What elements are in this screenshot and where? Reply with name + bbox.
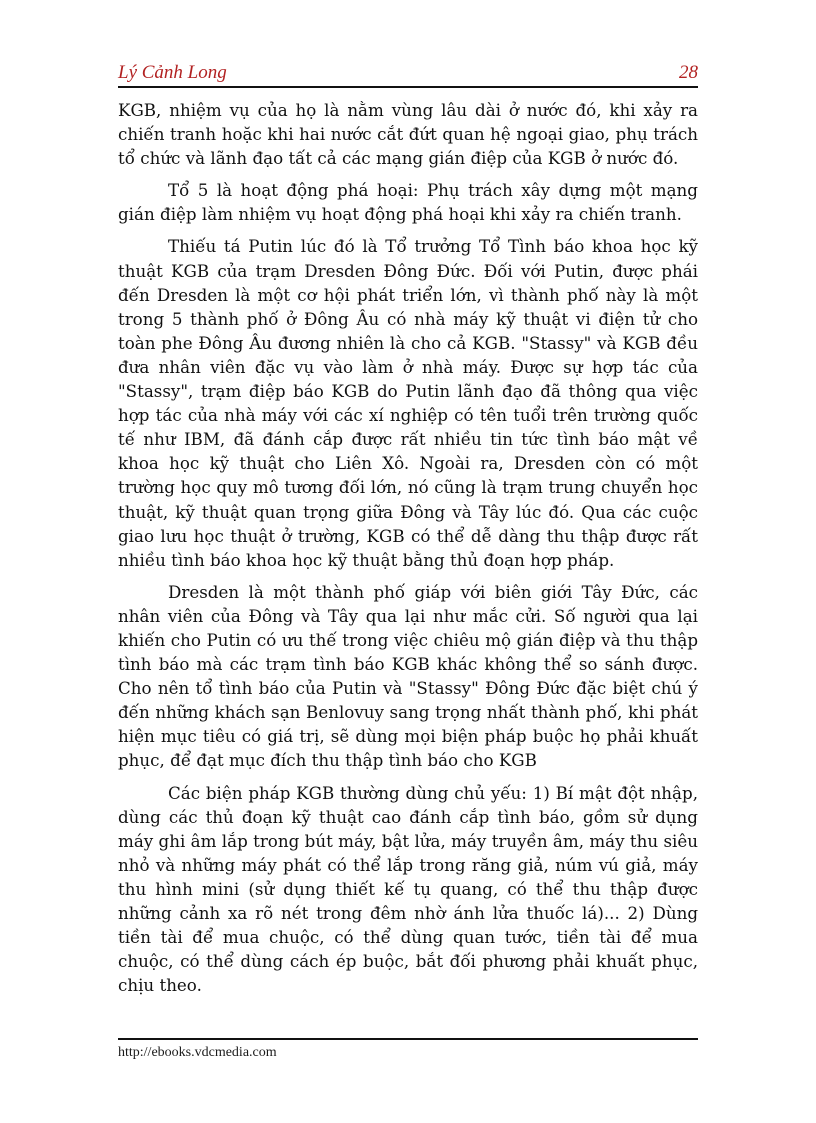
- paragraph: Tổ 5 là hoạt động phá hoại: Phụ trách xây dựng một mạng gián điệp làm nhiệm vụ hoạt động phá hoại khi xảy ra chiến tranh.: [118, 180, 698, 225]
- paragraph: Thiếu tá Putin lúc đó là Tổ trưởng Tổ Tình báo khoa học kỹ thuật KGB của trạm Dresden Đông Đức. Đối với Putin, được phái đến Dresden là một cơ hội phát triển lớn, vì thành phố này là một trong 5 thành phố ở Đông Âu có nhà máy kỹ thuật vi điện tử cho toàn phe Đông Âu đương nhiên là cho cả KGB. "Stassy" và KGB đều đưa nhân viên đặc vụ vào làm ở nhà máy. Được sự hợp tác của "Stassy", trạm điệp báo KGB do Putin lãnh đạo đã thông qua việc hợp tác của nhà máy với các xí nghiệp có tên tuổi trên trường quốc tế như IBM, đã đánh cắp được rất nhiều tin tức tình báo mật về khoa học kỹ thuật cho Liên Xô. Ngoài ra, Dresden còn có một trường học quy mô tương đối lớn, nó cũng là trạm trung chuyển học thuật, kỹ thuật quan trọng giữa Đông và Tây lúc đó. Qua các cuộc giao lưu học thuật ở trường, KGB có thể dễ dàng thu thập được rất nhiều tình báo khoa học kỹ thuật bằng thủ đoạn hợp pháp.: [118, 236, 698, 570]
- header-author: Lý Cảnh Long: [118, 62, 227, 83]
- page-body: [118, 98, 698, 1005]
- page-number: 28: [679, 62, 698, 83]
- footer-divider: [118, 1038, 698, 1040]
- paragraph: Dresden là một thành phố giáp với biên giới Tây Đức, các nhân viên của Đông và Tây qua lại như mắc cửi. Số người qua lại khiến cho Putin có ưu thế trong việc chiêu mộ gián điệp và thu thập tình báo mà các trạm tình báo KGB khác không thể so sánh được. Cho nên tổ tình báo của Putin và "Stassy" Đông Đức đặc biệt chú ý đến những khách sạn Benlovuy sang trọng nhất thành phố, khi phát hiện mục tiêu có giá trị, sẽ dùng mọi biện pháp buộc họ phải khuất phục, để đạt mục đích thu thập tình báo cho KGB: [118, 581, 698, 771]
- paragraph: Các biện pháp KGB thường dùng chủ yếu: 1) Bí mật đột nhập, dùng các thủ đoạn kỹ thuật cao đánh cắp tình báo, gồm sử dụng máy ghi âm lắp trong bút máy, bật lửa, máy truyền âm, máy thu siêu nhỏ và những máy phát có thể lắp trong răng giả, núm vú giả, máy thu hình mini (sử dụng thiết kế tụ quang, có thể thu thập được những cảnh xa rõ nét trong đêm nhờ ánh lửa thuốc lá)... 2) Dùng tiền tài để mua chuộc, có thể dùng quan tước, tiền tài để mua chuộc, có thể dùng cách ép buộc, bắt đối phương phải khuất phục, chịu theo.: [118, 782, 698, 996]
- page-header: [118, 60, 698, 88]
- paragraph-continued: KGB, nhiệm vụ của họ là nằm vùng lâu dài ở nước đó, khi xảy ra chiến tranh hoặc khi hai nước cắt đứt quan hệ ngoại giao, phụ trách tổ chức và lãnh đạo tất cả các mạng gián điệp của KGB ở nước đó.: [118, 100, 698, 169]
- footer-url-link[interactable]: http://ebooks.vdcmedia.com: [118, 1045, 277, 1060]
